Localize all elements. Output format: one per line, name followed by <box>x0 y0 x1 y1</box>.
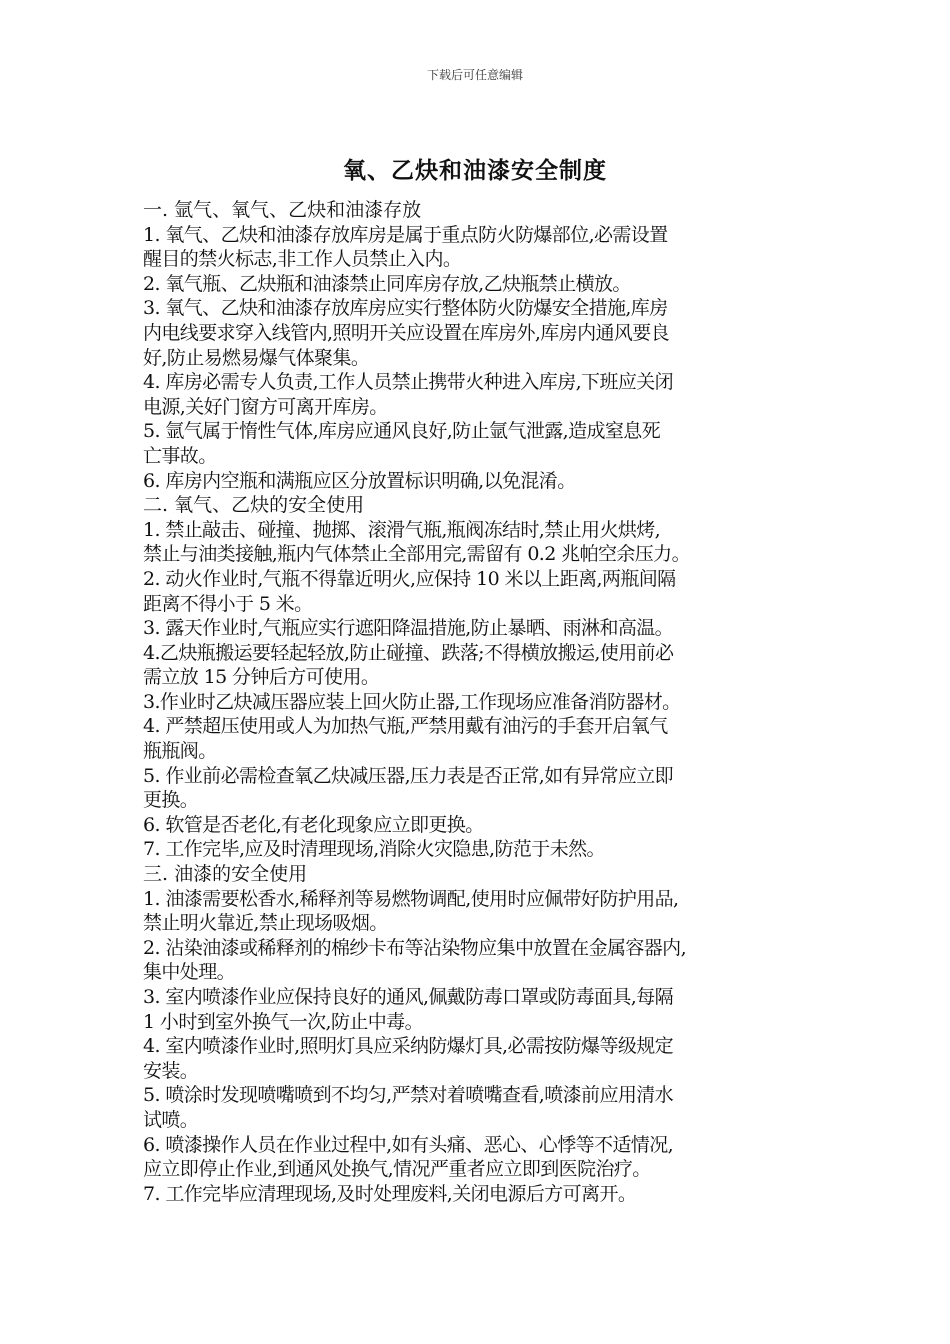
text-line: 需立放 15 分钟后方可使用。 <box>143 666 380 689</box>
text-line: 1. 禁止敲击、碰撞、抛掷、滚滑气瓶,瓶阀冻结时,禁止用火烘烤, <box>143 518 661 541</box>
section-heading: 一. 氩气、氧气、乙炔和油漆存放 <box>143 199 422 221</box>
text-line: 醒目的禁火标志,非工作人员禁止入内。 <box>143 248 462 271</box>
text-line: 2. 氧气瓶、乙炔瓶和油漆禁止同库房存放,乙炔瓶禁止横放。 <box>143 272 631 295</box>
text-line: 4. 严禁超压使用或人为加热气瓶,严禁用戴有油污的手套开启氧气 <box>143 715 668 738</box>
text-line: 更换。 <box>143 789 199 812</box>
text-line: 5. 氩气属于惰性气体,库房应通风良好,防止氩气泄露,造成窒息死 <box>143 420 661 443</box>
text-line: 6. 喷漆操作人员在作业过程中,如有头痛、恶心、心悸等不适情况, <box>143 1133 674 1156</box>
text-line: 7. 工作完毕应清理现场,及时处理废料,关闭电源后方可离开。 <box>143 1182 637 1205</box>
text-line: 4. 库房必需专人负责,工作人员禁止携带火种进入库房,下班应关闭 <box>143 371 674 394</box>
text-line: 3.作业时乙炔减压器应装上回火防止器,工作现场应准备消防器材。 <box>143 690 681 713</box>
text-line: 好,防止易燃易爆气体聚集。 <box>143 346 370 369</box>
text-line: 3. 氧气、乙炔和油漆存放库房应实行整体防火防爆安全措施,库房 <box>143 297 668 320</box>
document-body <box>143 198 815 1206</box>
text-line: 应立即停止作业,到通风处换气,情况严重者应立即到医院治疗。 <box>143 1158 651 1181</box>
text-line: 禁止明火靠近,禁止现场吸烟。 <box>143 912 388 935</box>
text-line: 1. 油漆需要松香水,稀释剂等易燃物调配,使用时应佩带好防护用品, <box>143 887 679 910</box>
text-line: 7. 工作完毕,应及时清理现场,消除火灾隐患,防范于未然。 <box>143 838 605 861</box>
document-title: 氧、乙炔和油漆安全制度 <box>343 157 607 184</box>
header-note: 下载后可任意编辑 <box>426 68 523 82</box>
text-line: 试喷。 <box>143 1108 199 1131</box>
text-line: 安装。 <box>143 1059 199 1082</box>
text-line: 3. 室内喷漆作业应保持良好的通风,佩戴防毒口罩或防毒面具,每隔 <box>143 986 674 1008</box>
text-line: 2. 沾染油漆或稀释剂的棉纱卡布等沾染物应集中放置在金属容器内, <box>143 936 687 959</box>
text-line: 2. 动火作业时,气瓶不得靠近明火,应保持 10 米以上距离,两瓶间隔 <box>143 567 676 590</box>
text-line: 5. 作业前必需检查氧乙炔减压器,压力表是否正常,如有异常应立即 <box>143 764 674 787</box>
text-line: 距离不得小于 5 米。 <box>143 592 313 615</box>
text-line: 6. 软管是否老化,有老化现象应立即更换。 <box>143 813 484 836</box>
text-line: 1. 氧气、乙炔和油漆存放库房是属于重点防火防爆部位,必需设置 <box>143 223 668 246</box>
text-line: 禁止与油类接触,瓶内气体禁止全部用完,需留有 0.2 兆帕空余压力。 <box>143 543 690 566</box>
text-line: 5. 喷涂时发现喷嘴喷到不均匀,严禁对着喷嘴查看,喷漆前应用清水 <box>143 1084 674 1107</box>
text-line: 1 小时到室外换气一次,防止中毒。 <box>143 1010 423 1033</box>
text-line: 3. 露天作业时,气瓶应实行遮阳降温措施,防止暴晒、雨淋和高温。 <box>143 617 674 640</box>
text-line: 瓶瓶阀。 <box>143 740 217 763</box>
section-heading: 三. 油漆的安全使用 <box>143 863 308 886</box>
text-line: 电源,关好门窗方可离开库房。 <box>143 395 388 418</box>
text-line: 内电线要求穿入线管内,照明开关应设置在库房外,库房内通风要良 <box>143 321 670 344</box>
text-line: 4.乙炔瓶搬运要轻起轻放,防止碰撞、跌落;不得横放搬运,使用前必 <box>143 641 674 664</box>
text-line: 6. 库房内空瓶和满瓶应区分放置标识明确,以免混淆。 <box>143 469 576 492</box>
text-line: 亡事故。 <box>143 444 217 467</box>
section-heading: 二. 氧气、乙炔的安全使用 <box>143 494 365 517</box>
text-line: 集中处理。 <box>143 961 236 984</box>
text-line: 4. 室内喷漆作业时,照明灯具应采纳防爆灯具,必需按防爆等级规定 <box>143 1035 674 1058</box>
